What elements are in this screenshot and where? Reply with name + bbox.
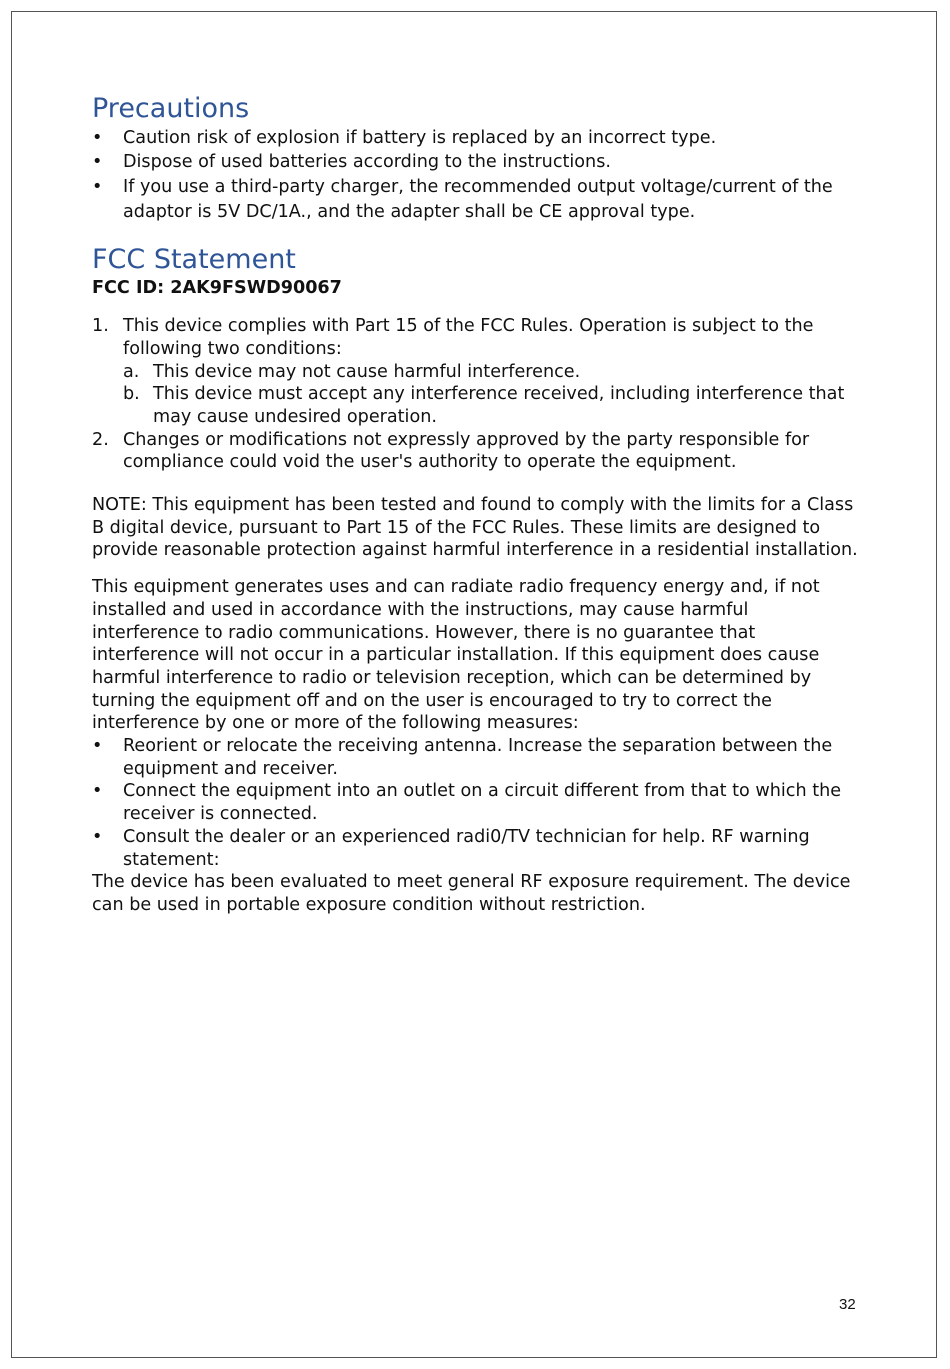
rf-statement: The device has been evaluated to meet general RF exposure requirement. The device can be used in portable exposure condition without restriction.: [92, 872, 851, 915]
list-item-text: This device must accept any interference received, including interference that may cause undesired operation.: [153, 384, 845, 427]
list-item: • If you use a third-party charger, the recommended output voltage/current of the adaptor is 5V DC/1A., and the adapter shall be CE approval type.: [92, 175, 860, 224]
list-item: • Consult the dealer or an experienced radi0/TV technician for help. RF warning statement:: [92, 826, 860, 871]
list-item: • Caution risk of explosion if battery is replaced by an incorrect type.: [92, 127, 860, 150]
fcc-id: FCC ID: 2AK9FSWD90067: [92, 278, 342, 299]
fcc-conditions-list: [92, 315, 860, 474]
interference-paragraph: This equipment generates uses and can radiate radio frequency energy and, if not installed and used in accordance with the instructions, may cause harmful interference to radio communications. However, there is no guarantee that interference will not occur in a particular installation. If this equipment does cause harmful interference to radio or television reception, which can be determined by turning the equipment off and on the user is encouraged to try to correct the interference by one or more of the following measures:: [92, 577, 820, 734]
note-paragraph: NOTE: This equipment has been tested and found to comply with the limits for a Class B digital device, pursuant to Part 15 of the FCC Rules. These limits are designed to provide reasonable protection against harmful interference in a residential installation.: [92, 495, 858, 561]
sub-list-item: [123, 383, 860, 428]
list-item: • Dispose of used batteries according to the instructions.: [92, 151, 860, 174]
list-marker: 2.: [92, 429, 109, 450]
list-item-text: This device complies with Part 15 of the FCC Rules. Operation is subject to the following two conditions:: [123, 316, 814, 359]
precautions-list: [92, 127, 860, 224]
sub-list: [123, 361, 860, 429]
sub-list-item: [123, 361, 860, 384]
list-marker: a.: [123, 361, 140, 382]
fcc-heading: FCC Statement: [92, 244, 296, 276]
list-item: [92, 315, 860, 429]
list-item-text: Changes or modifications not expressly approved by the party responsible for compliance could void the user's authority to operate the equipment.: [123, 429, 810, 473]
list-marker: b.: [123, 384, 140, 405]
list-item: • Reorient or relocate the receiving antenna. Increase the separation between the equipment and receiver.: [92, 735, 860, 780]
list-item: • Connect the equipment into an outlet on a circuit different from that to which the receiver is connected.: [92, 780, 860, 825]
precautions-heading: Precautions: [92, 93, 250, 124]
document-content: [92, 92, 860, 917]
list-item: [92, 429, 860, 474]
list-marker: 1.: [92, 316, 109, 337]
measures-list: [92, 735, 860, 871]
list-item-text: This device may not cause harmful interference.: [153, 361, 581, 382]
page-number: 32: [839, 1296, 856, 1313]
